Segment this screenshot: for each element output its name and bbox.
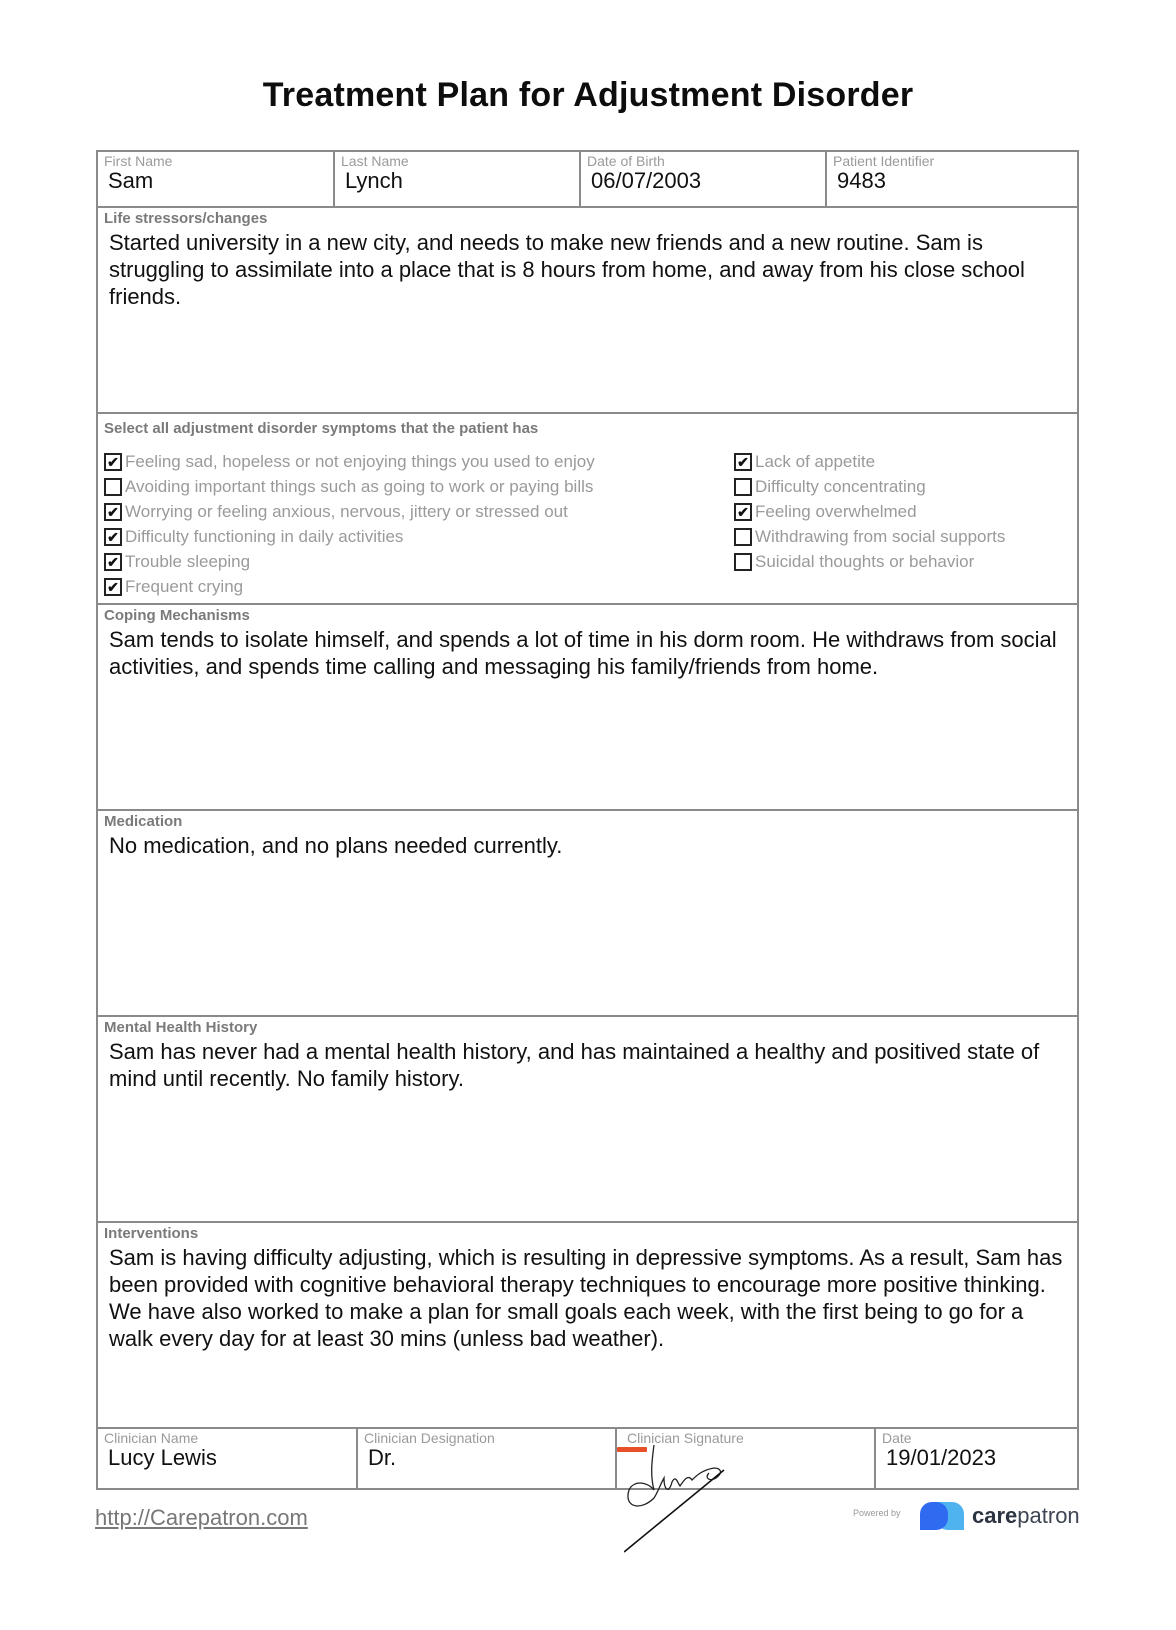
date-label: Date	[882, 1430, 912, 1446]
symptom-label: Difficulty functioning in daily activities	[125, 526, 404, 546]
clinician-designation-field[interactable]	[358, 1429, 617, 1488]
checkbox-checked[interactable]	[104, 453, 122, 471]
brand-light-text: patron	[1017, 1503, 1080, 1528]
patient-identifier-field[interactable]	[827, 152, 1077, 206]
checkmark-icon: ✔	[107, 453, 119, 470]
symptoms-label: Select all adjustment disorder symptoms that the patient has	[104, 420, 539, 437]
life-stressors-text: Started university in a new city, and needs to make new friends and a new routine. Sam is struggling to assimilate into a place that is 8 hours from home, and away from his close school friends.	[109, 230, 1025, 309]
clinician-designation-value: Dr.	[368, 1445, 397, 1470]
date-field[interactable]	[876, 1429, 1077, 1488]
symptom-item[interactable]	[734, 524, 1005, 549]
symptom-label: Feeling overwhelmed	[755, 501, 917, 521]
last-name-field[interactable]	[335, 152, 581, 206]
medication-field[interactable]	[98, 811, 1077, 1015]
date-of-birth-value: 06/07/2003	[591, 168, 702, 193]
mental-health-history-text: Sam has never had a mental health history, and has maintained a healthy and positived state of mind until recently. No family history.	[109, 1039, 1040, 1091]
life-stressors-section	[98, 208, 1077, 414]
clinician-name-value: Lucy Lewis	[108, 1445, 217, 1470]
medication-label: Medication	[104, 813, 183, 830]
patient-identifier-label: Patient Identifier	[833, 153, 935, 169]
symptom-item[interactable]	[734, 449, 1005, 474]
symptom-label: Avoiding important things such as going to work or paying bills	[125, 476, 594, 496]
first-name-field[interactable]	[98, 152, 335, 206]
coping-mechanisms-label: Coping Mechanisms	[104, 607, 250, 624]
checkbox-unchecked[interactable]	[734, 553, 752, 571]
powered-by-label: Powered by	[853, 1508, 901, 1518]
symptom-label: Feeling sad, hopeless or not enjoying things you used to enjoy	[125, 451, 595, 471]
signature-underline	[624, 1470, 724, 1552]
symptom-item[interactable]	[104, 474, 734, 499]
clinician-row	[98, 1429, 1077, 1488]
checkbox-checked[interactable]	[104, 578, 122, 596]
symptom-label: Trouble sleeping	[125, 551, 251, 571]
checkbox-unchecked[interactable]	[734, 528, 752, 546]
checkbox-checked[interactable]	[734, 503, 752, 521]
symptom-label: Difficulty concentrating	[755, 476, 926, 496]
symptom-item[interactable]	[734, 499, 1005, 524]
checkbox-unchecked[interactable]	[734, 478, 752, 496]
checkmark-icon: ✔	[107, 578, 119, 595]
checkbox-checked[interactable]	[104, 553, 122, 571]
symptom-item[interactable]	[104, 549, 734, 574]
symptom-item[interactable]	[104, 524, 734, 549]
carepatron-wordmark	[972, 1503, 1080, 1529]
interventions-label: Interventions	[104, 1225, 199, 1242]
interventions-field[interactable]	[98, 1223, 1077, 1427]
first-name-label: First Name	[104, 153, 173, 169]
symptom-label: Lack of appetite	[755, 451, 876, 471]
coping-mechanisms-field[interactable]	[98, 605, 1077, 809]
carepatron-link[interactable]: http://Carepatron.com	[95, 1505, 308, 1530]
life-stressors-label: Life stressors/changes	[104, 210, 268, 227]
signature-image	[624, 1440, 764, 1555]
symptom-label: Suicidal thoughts or behavior	[755, 551, 975, 571]
document-title: Treatment Plan for Adjustment Disorder	[262, 76, 914, 114]
symptom-item[interactable]	[104, 574, 734, 599]
checkmark-icon: ✔	[107, 553, 119, 570]
clinician-signature-label: Clinician Signature	[627, 1430, 744, 1446]
checkbox-checked[interactable]	[104, 528, 122, 546]
checkmark-icon: ✔	[737, 503, 749, 520]
mental-health-history-label: Mental Health History	[104, 1019, 258, 1036]
medication-section	[98, 811, 1077, 1017]
patient-identifier-value: 9483	[837, 168, 886, 193]
checkbox-checked[interactable]	[104, 503, 122, 521]
first-name-value: Sam	[108, 168, 154, 193]
symptoms-right-column	[734, 449, 1005, 599]
date-of-birth-label: Date of Birth	[587, 153, 665, 169]
clinician-designation-label: Clinician Designation	[364, 1430, 495, 1446]
symptoms-section	[98, 414, 1077, 605]
mental-health-history-section	[98, 1017, 1077, 1223]
coping-mechanisms-section	[98, 605, 1077, 811]
symptom-item[interactable]	[104, 449, 734, 474]
signature-stroke	[628, 1445, 721, 1506]
symptom-item[interactable]	[734, 549, 1005, 574]
patient-info-row	[98, 152, 1077, 208]
checkmark-icon: ✔	[107, 528, 119, 545]
symptom-item[interactable]	[734, 474, 1005, 499]
interventions-section	[98, 1223, 1077, 1429]
checkmark-icon: ✔	[737, 453, 749, 470]
interventions-text: Sam is having difficulty adjusting, which is resulting in depressive symptoms. As a result, Sam has been provided with cognitive behavioral therapy techniques to encourage more positive thinking. We have also worked to make a plan for small goals each week, with the first being to go for a walk every day for at least 30 mins (unless bad weather).	[109, 1245, 1063, 1351]
checkbox-checked[interactable]	[734, 453, 752, 471]
brand-bold-text: care	[972, 1503, 1018, 1528]
date-value: 19/01/2023	[886, 1445, 997, 1470]
medication-text: No medication, and no plans needed currently.	[109, 833, 563, 858]
checkmark-icon: ✔	[107, 503, 119, 520]
symptom-item[interactable]	[104, 499, 734, 524]
clinician-name-label: Clinician Name	[104, 1430, 199, 1446]
symptom-label: Frequent crying	[125, 576, 244, 596]
symptoms-left-column	[104, 449, 734, 599]
carepatron-logo-icon	[918, 1500, 966, 1532]
mental-health-history-field[interactable]	[98, 1017, 1077, 1221]
carepatron-logo	[918, 1500, 1080, 1532]
last-name-value: Lynch	[345, 168, 403, 193]
checkbox-unchecked[interactable]	[104, 478, 122, 496]
last-name-label: Last Name	[341, 153, 409, 169]
symptom-label: Withdrawing from social supports	[755, 526, 1006, 546]
symptoms-field	[98, 414, 1077, 603]
date-of-birth-field[interactable]	[581, 152, 827, 206]
coping-mechanisms-text: Sam tends to isolate himself, and spends a lot of time in his dorm room. He withdraws from social activities, and spends time calling and messaging his family/friends from home.	[109, 627, 1057, 679]
clinician-name-field[interactable]	[98, 1429, 358, 1488]
treatment-plan-form	[96, 150, 1079, 1490]
life-stressors-field[interactable]	[98, 208, 1077, 412]
symptom-label: Worrying or feeling anxious, nervous, jittery or stressed out	[125, 501, 568, 521]
